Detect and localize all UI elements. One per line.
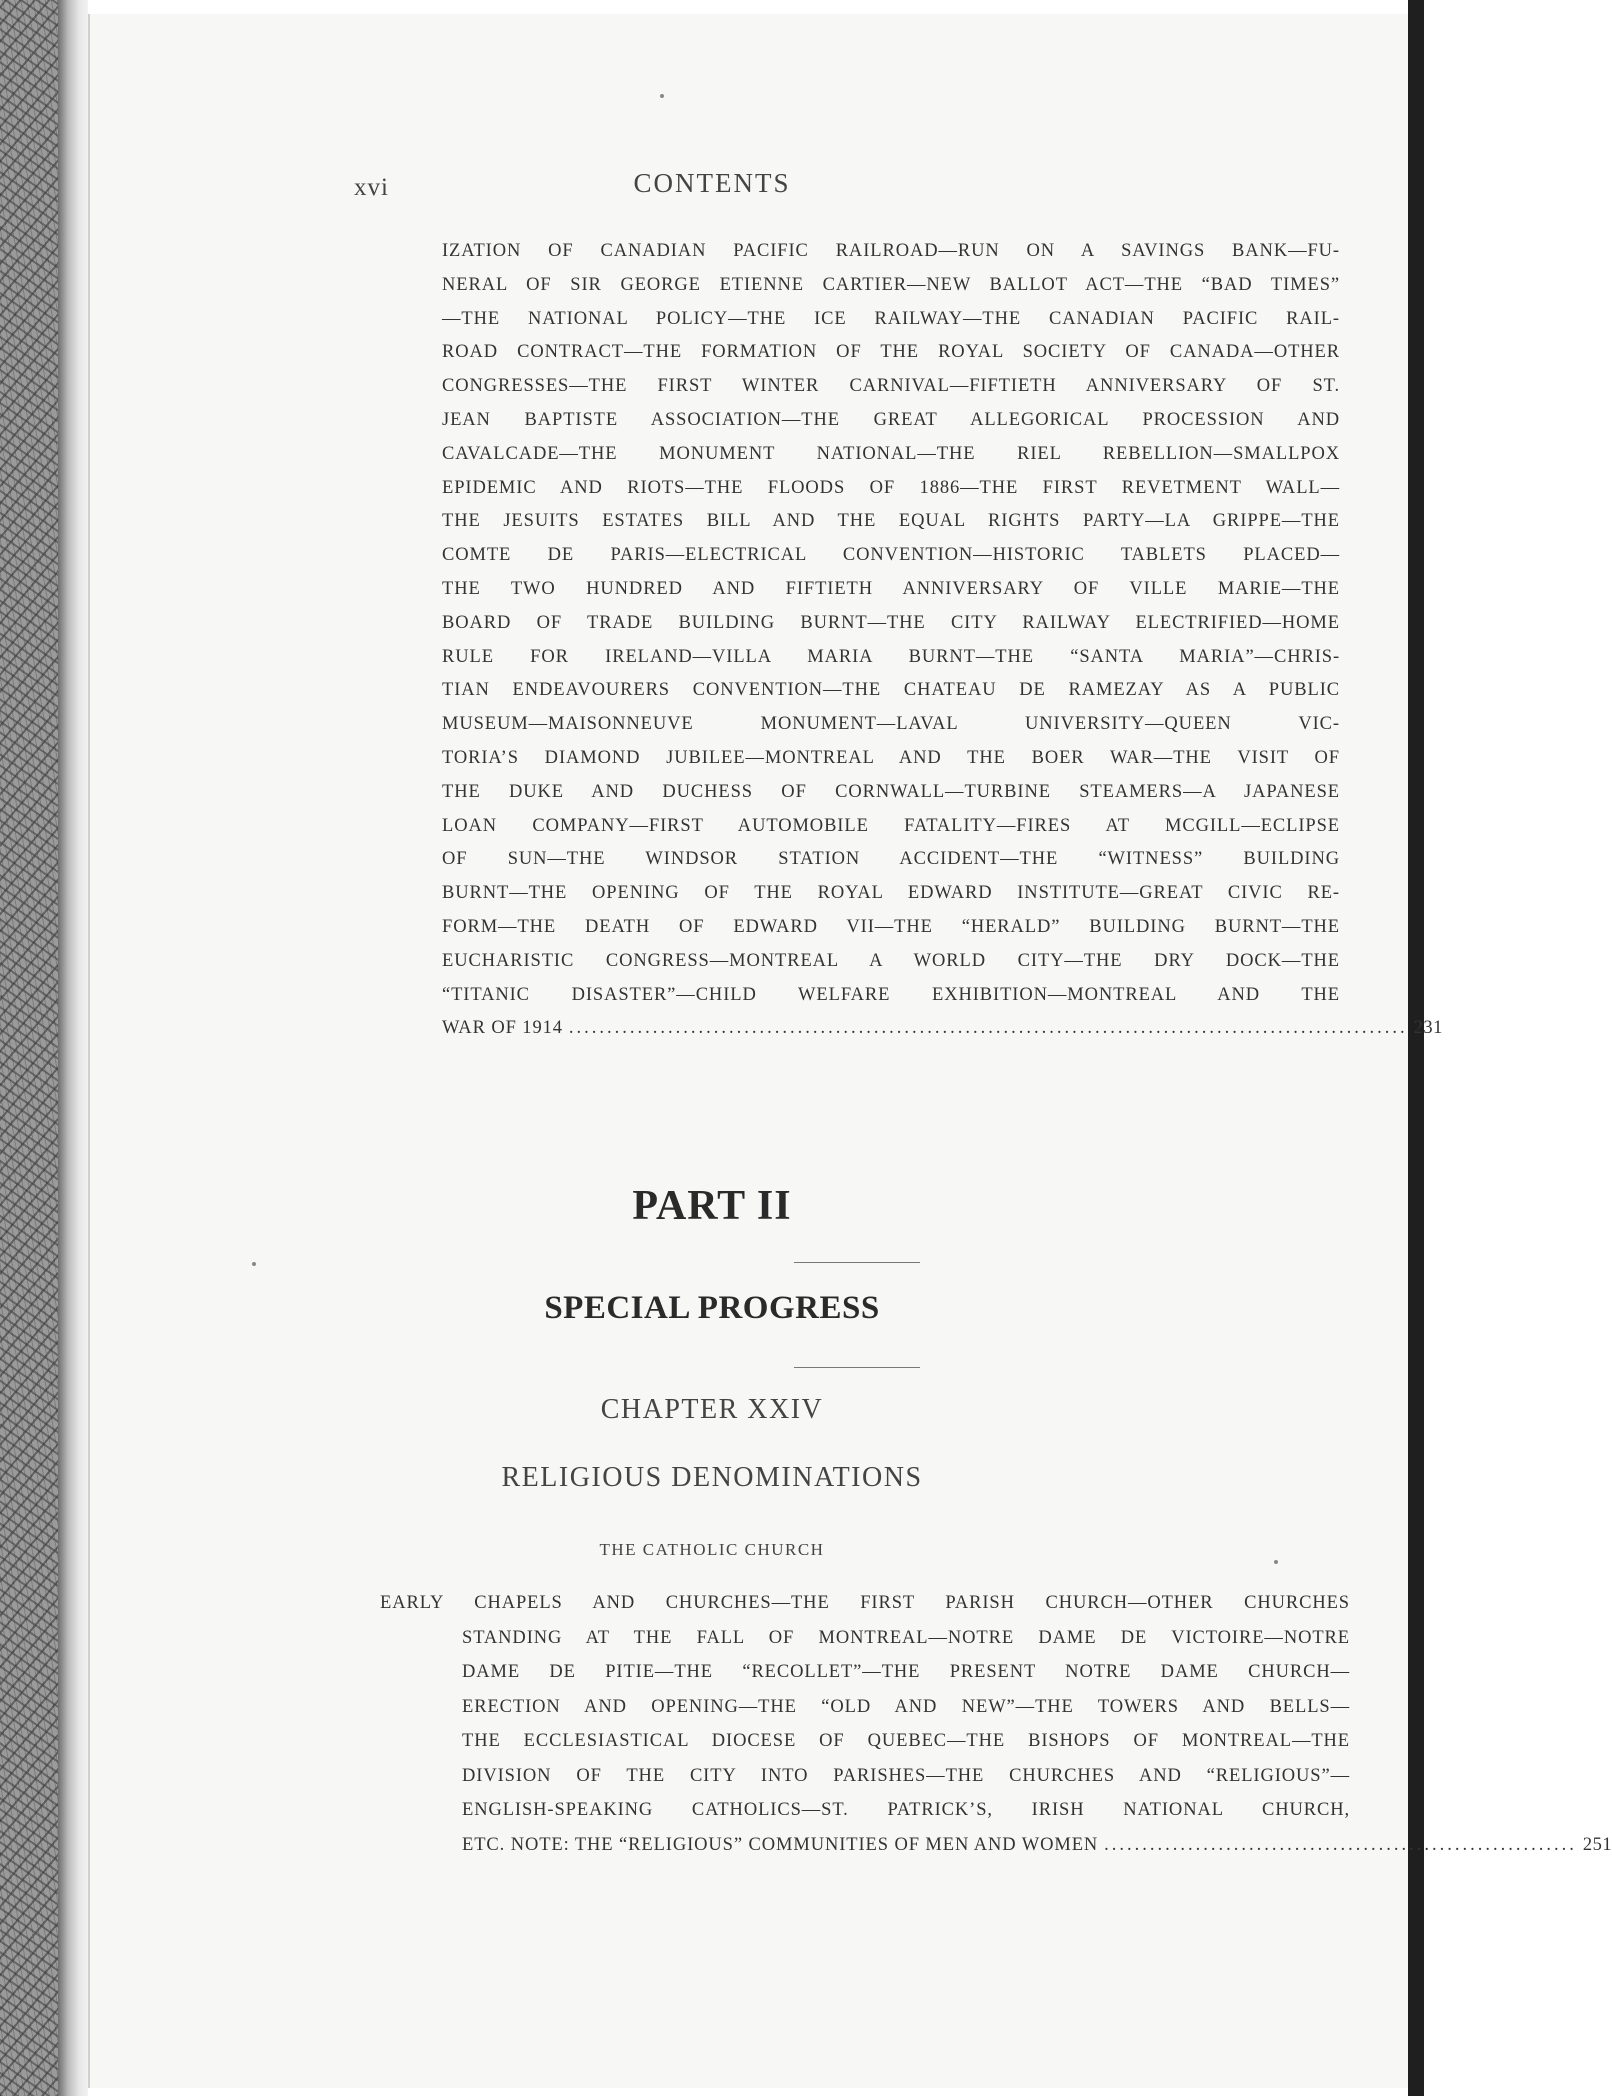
toc-line: —THE NATIONAL POLICY—THE ICE RAILWAY—THE CANADIAN PACIFIC RAIL- — [442, 308, 1340, 329]
toc-line: ROAD CONTRACT—THE FORMATION OF THE ROYAL SOCIETY OF CANADA—OTHER — [442, 342, 1340, 363]
marbled-endpaper — [0, 0, 58, 2096]
toc-line-last — [380, 1828, 1612, 1863]
toc-page-number: 231 — [1413, 1018, 1443, 1039]
toc-line: COMTE DE PARIS—ELECTRICAL CONVENTION—HISTORIC TABLETS PLACED— — [442, 545, 1340, 566]
toc-line: “TITANIC DISASTER”—CHILD WELFARE EXHIBITION—MONTREAL AND THE — [442, 984, 1340, 1005]
toc-line: NERAL OF SIR GEORGE ETIENNE CARTIER—NEW BALLOT ACT—THE “BAD TIMES” — [442, 274, 1340, 295]
toc-line: DAME DE PITIE—THE “RECOLLET”—THE PRESENT NOTRE DAME CHURCH— — [462, 1662, 1350, 1682]
divider-rule — [794, 1262, 920, 1263]
toc-line: TIAN ENDEAVOURERS CONVENTION—THE CHATEAU DE RAMEZAY AS A PUBLIC — [442, 680, 1340, 701]
book-gutter — [58, 0, 88, 2096]
toc-line-last — [442, 1012, 1443, 1046]
page-number-folio: xvi — [354, 174, 389, 201]
toc-entry-catholic-church — [380, 1586, 1612, 1862]
toc-line: BOARD OF TRADE BUILDING BURNT—THE CITY RAILWAY ELECTRIFIED—HOME — [442, 612, 1340, 633]
toc-line: ERECTION AND OPENING—THE “OLD AND NEW”—THE TOWERS AND BELLS— — [462, 1696, 1350, 1717]
toc-line: TORIA’S DIAMOND JUBILEE—MONTREAL AND THE BOER WAR—THE VISIT OF — [442, 747, 1340, 768]
toc-line: MUSEUM—MAISONNEUVE MONUMENT—LAVAL UNIVERSITY—QUEEN VIC- — [442, 714, 1340, 735]
toc-line-text: WAR OF 1914 — [442, 1018, 563, 1039]
toc-line: EUCHARISTIC CONGRESS—MONTREAL A WORLD CITY—THE DRY DOCK—THE — [442, 950, 1340, 971]
toc-entry-chapter-xxiii — [442, 235, 1443, 1046]
toc-line: THE ECCLESIASTICAL DIOCESE OF QUEBEC—THE BISHOPS OF MONTREAL—THE — [462, 1731, 1350, 1751]
chapter-label: CHAPTER XXIV — [600, 1394, 824, 1425]
scan-edge — [1408, 0, 1424, 2096]
toc-line-text: ETC. NOTE: THE “RELIGIOUS” COMMUNITIES OF MEN AND WOMEN — [462, 1834, 1099, 1855]
section-title: THE CATHOLIC CHURCH — [599, 1540, 825, 1559]
toc-line: JEAN BAPTISTE ASSOCIATION—THE GREAT ALLEGORICAL PROCESSION AND — [442, 409, 1340, 430]
speck-mark — [252, 1262, 256, 1266]
toc-line: THE TWO HUNDRED AND FIFTIETH ANNIVERSARY OF VILLE MARIE—THE — [442, 578, 1340, 599]
toc-line: OF SUN—THE WINDSOR STATION ACCIDENT—THE “WITNESS” BUILDING — [442, 849, 1340, 870]
toc-line: EPIDEMIC AND RIOTS—THE FLOODS OF 1886—THE FIRST REVETMENT WALL— — [442, 477, 1340, 498]
toc-line: ENGLISH-SPEAKING CATHOLICS—ST. PATRICK’S, IRISH NATIONAL CHURCH, — [462, 1800, 1350, 1820]
toc-line: CONGRESSES—THE FIRST WINTER CARNIVAL—FIFTIETH ANNIVERSARY OF ST. — [442, 376, 1340, 397]
speck-mark — [1274, 1560, 1278, 1564]
toc-line: THE DUKE AND DUCHESS OF CORNWALL—TURBINE STEAMERS—A JAPANESE — [442, 781, 1340, 802]
toc-line: EARLY CHAPELS AND CHURCHES—THE FIRST PARISH CHURCH—OTHER CHURCHES — [380, 1593, 1350, 1613]
toc-line: BURNT—THE OPENING OF THE ROYAL EDWARD INSTITUTE—GREAT CIVIC RE- — [442, 883, 1340, 904]
part-subheading: SPECIAL PROGRESS — [544, 1290, 880, 1326]
running-head: CONTENTS — [633, 168, 791, 198]
toc-line: THE JESUITS ESTATES BILL AND THE EQUAL RIGHTS PARTY—LA GRIPPE—THE — [442, 511, 1340, 532]
toc-page-number: 251 — [1582, 1834, 1612, 1855]
toc-line: LOAN COMPANY—FIRST AUTOMOBILE FATALITY—FIRES AT MCGILL—ECLIPSE — [442, 815, 1340, 836]
toc-line: RULE FOR IRELAND—VILLA MARIA BURNT—THE “SANTA MARIA”—CHRIS- — [442, 646, 1340, 667]
speck-mark — [660, 94, 664, 98]
toc-line: DIVISION OF THE CITY INTO PARISHES—THE CHURCHES AND “RELIGIOUS”— — [462, 1765, 1350, 1786]
toc-line: CAVALCADE—THE MONUMENT NATIONAL—THE RIEL REBELLION—SMALLPOX — [442, 443, 1340, 464]
divider-rule — [794, 1367, 920, 1368]
dot-leader: .............................................................. — [1104, 1834, 1577, 1855]
toc-line: IZATION OF CANADIAN PACIFIC RAILROAD—RUN ON A SAVINGS BANK—FU- — [442, 241, 1340, 261]
toc-line: STANDING AT THE FALL OF MONTREAL—NOTRE DAME DE VICTOIRE—NOTRE — [462, 1627, 1350, 1648]
part-heading: PART II — [632, 1183, 792, 1229]
chapter-title: RELIGIOUS DENOMINATIONS — [501, 1462, 923, 1493]
toc-line: FORM—THE DEATH OF EDWARD VII—THE “HERALD” BUILDING BURNT—THE — [442, 916, 1340, 937]
dot-leader: .............................................................................................................. — [568, 1018, 1408, 1039]
